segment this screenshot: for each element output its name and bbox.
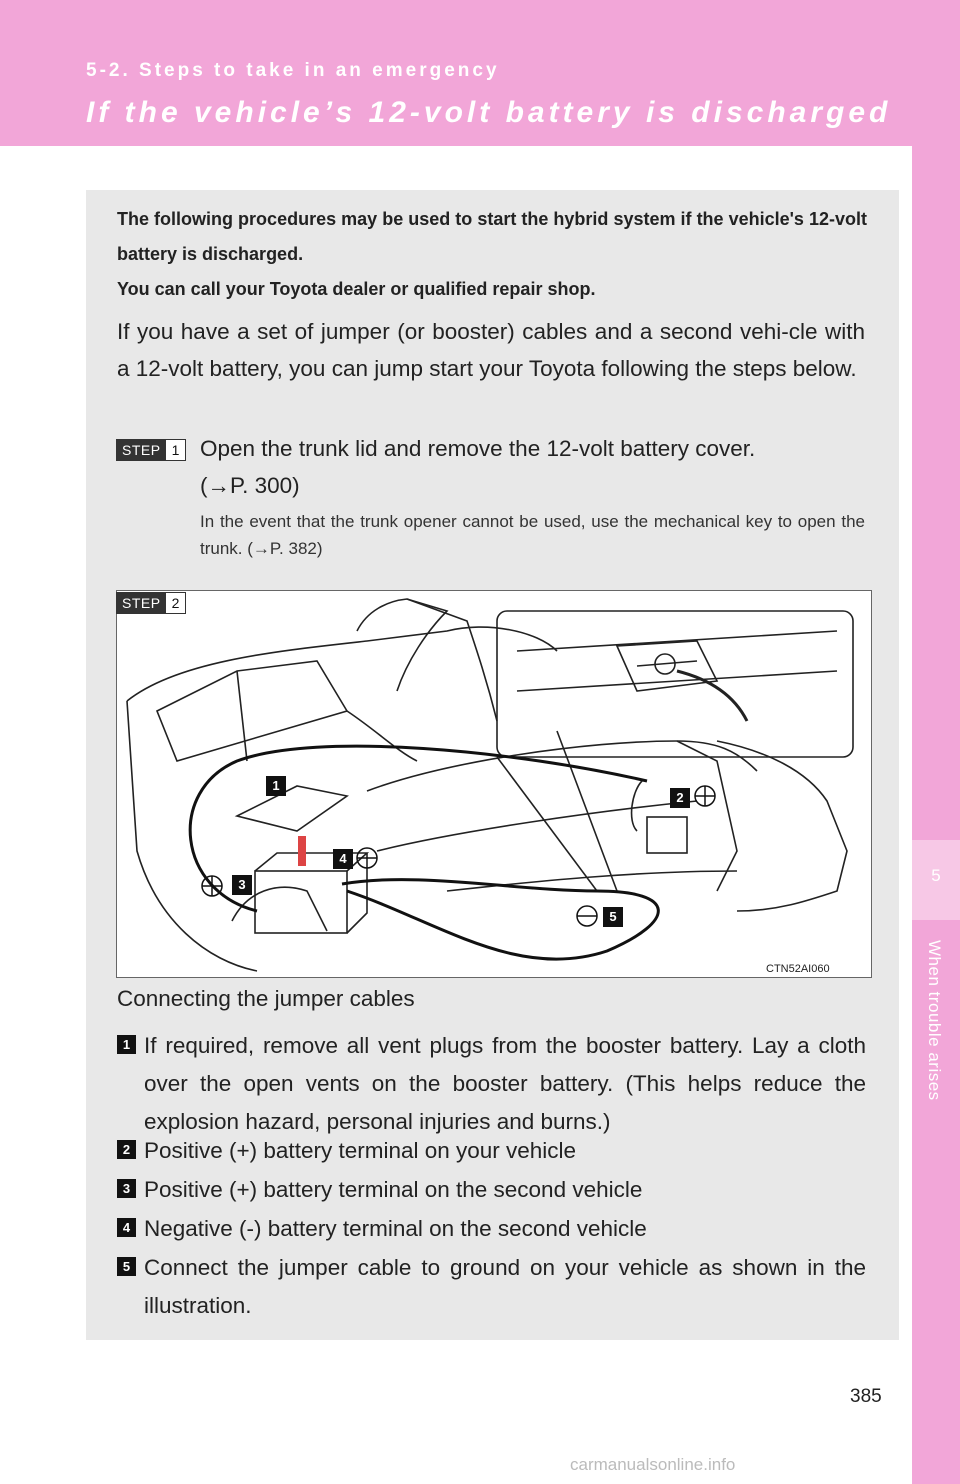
item-text: Positive (+) battery terminal on your vehicle	[144, 1138, 577, 1163]
step-1-line-1: Open the trunk lid and remove the 12-volt battery cover.	[200, 436, 756, 461]
step-number: 2	[166, 593, 186, 613]
intro-line-2: You can call your Toyota dealer or qualified repair shop.	[117, 279, 596, 299]
watermark: carmanualsonline.info	[570, 1455, 736, 1474]
step-1-text	[200, 430, 860, 504]
callout-1: 1	[266, 776, 286, 796]
callout-4: 4	[333, 849, 353, 869]
callout-3: 3	[232, 875, 252, 895]
item-number-badge: 4	[117, 1218, 136, 1237]
callout-5: 5	[603, 907, 623, 927]
chapter-number: 5	[931, 866, 941, 885]
item-text: Positive (+) battery terminal on the second vehicle	[144, 1177, 643, 1202]
item-number-badge: 5	[117, 1257, 136, 1276]
section-label: 5-2. Steps to take in an emergency	[86, 60, 500, 81]
step-1-line-2: (→P. 300)	[200, 473, 300, 498]
figure-caption: Connecting the jumper cables	[117, 986, 415, 1011]
item-number-badge: 2	[117, 1140, 136, 1159]
page-title: If the vehicle’s 12-volt battery is discharged	[86, 96, 892, 129]
car-battery-diagram	[117, 591, 871, 977]
item-text: Connect the jumper cable to ground on your vehicle as shown in the illustration.	[144, 1255, 866, 1318]
figure-code: CTN52AI060	[766, 963, 830, 975]
item-text: If required, remove all vent plugs from the booster battery. Lay a cloth over the open vents on the booster battery. (This helps reduce the explosion hazard, personal injuries and burns.)	[144, 1033, 866, 1134]
step-1-note: In the event that the trunk opener cannot be used, use the mechanical key to open the trunk. (→P. 382)	[200, 512, 865, 558]
chapter-side-tab	[912, 146, 960, 1484]
step-number: 1	[166, 440, 186, 460]
page-number: 385	[850, 1386, 882, 1407]
body-paragraph: If you have a set of jumper (or booster) cables and a second vehi-cle with a 12-volt battery, you can jump start your Toyota following the steps below.	[117, 319, 865, 381]
step-word: STEP	[117, 593, 166, 613]
step-1-badge	[116, 439, 186, 461]
jump-start-illustration	[116, 590, 872, 978]
step-2-badge	[116, 592, 186, 614]
step-word: STEP	[117, 440, 166, 460]
item-number-badge: 3	[117, 1179, 136, 1198]
item-number-badge: 1	[117, 1035, 136, 1054]
intro-line-1: The following procedures may be used to start the hybrid system if the vehicle's 12-volt battery is discharged.	[117, 209, 867, 264]
callout-2: 2	[670, 788, 690, 808]
chapter-title: When trouble arises	[925, 940, 944, 1101]
item-text: Negative (-) battery terminal on the second vehicle	[144, 1216, 647, 1241]
intro-text	[117, 202, 867, 307]
